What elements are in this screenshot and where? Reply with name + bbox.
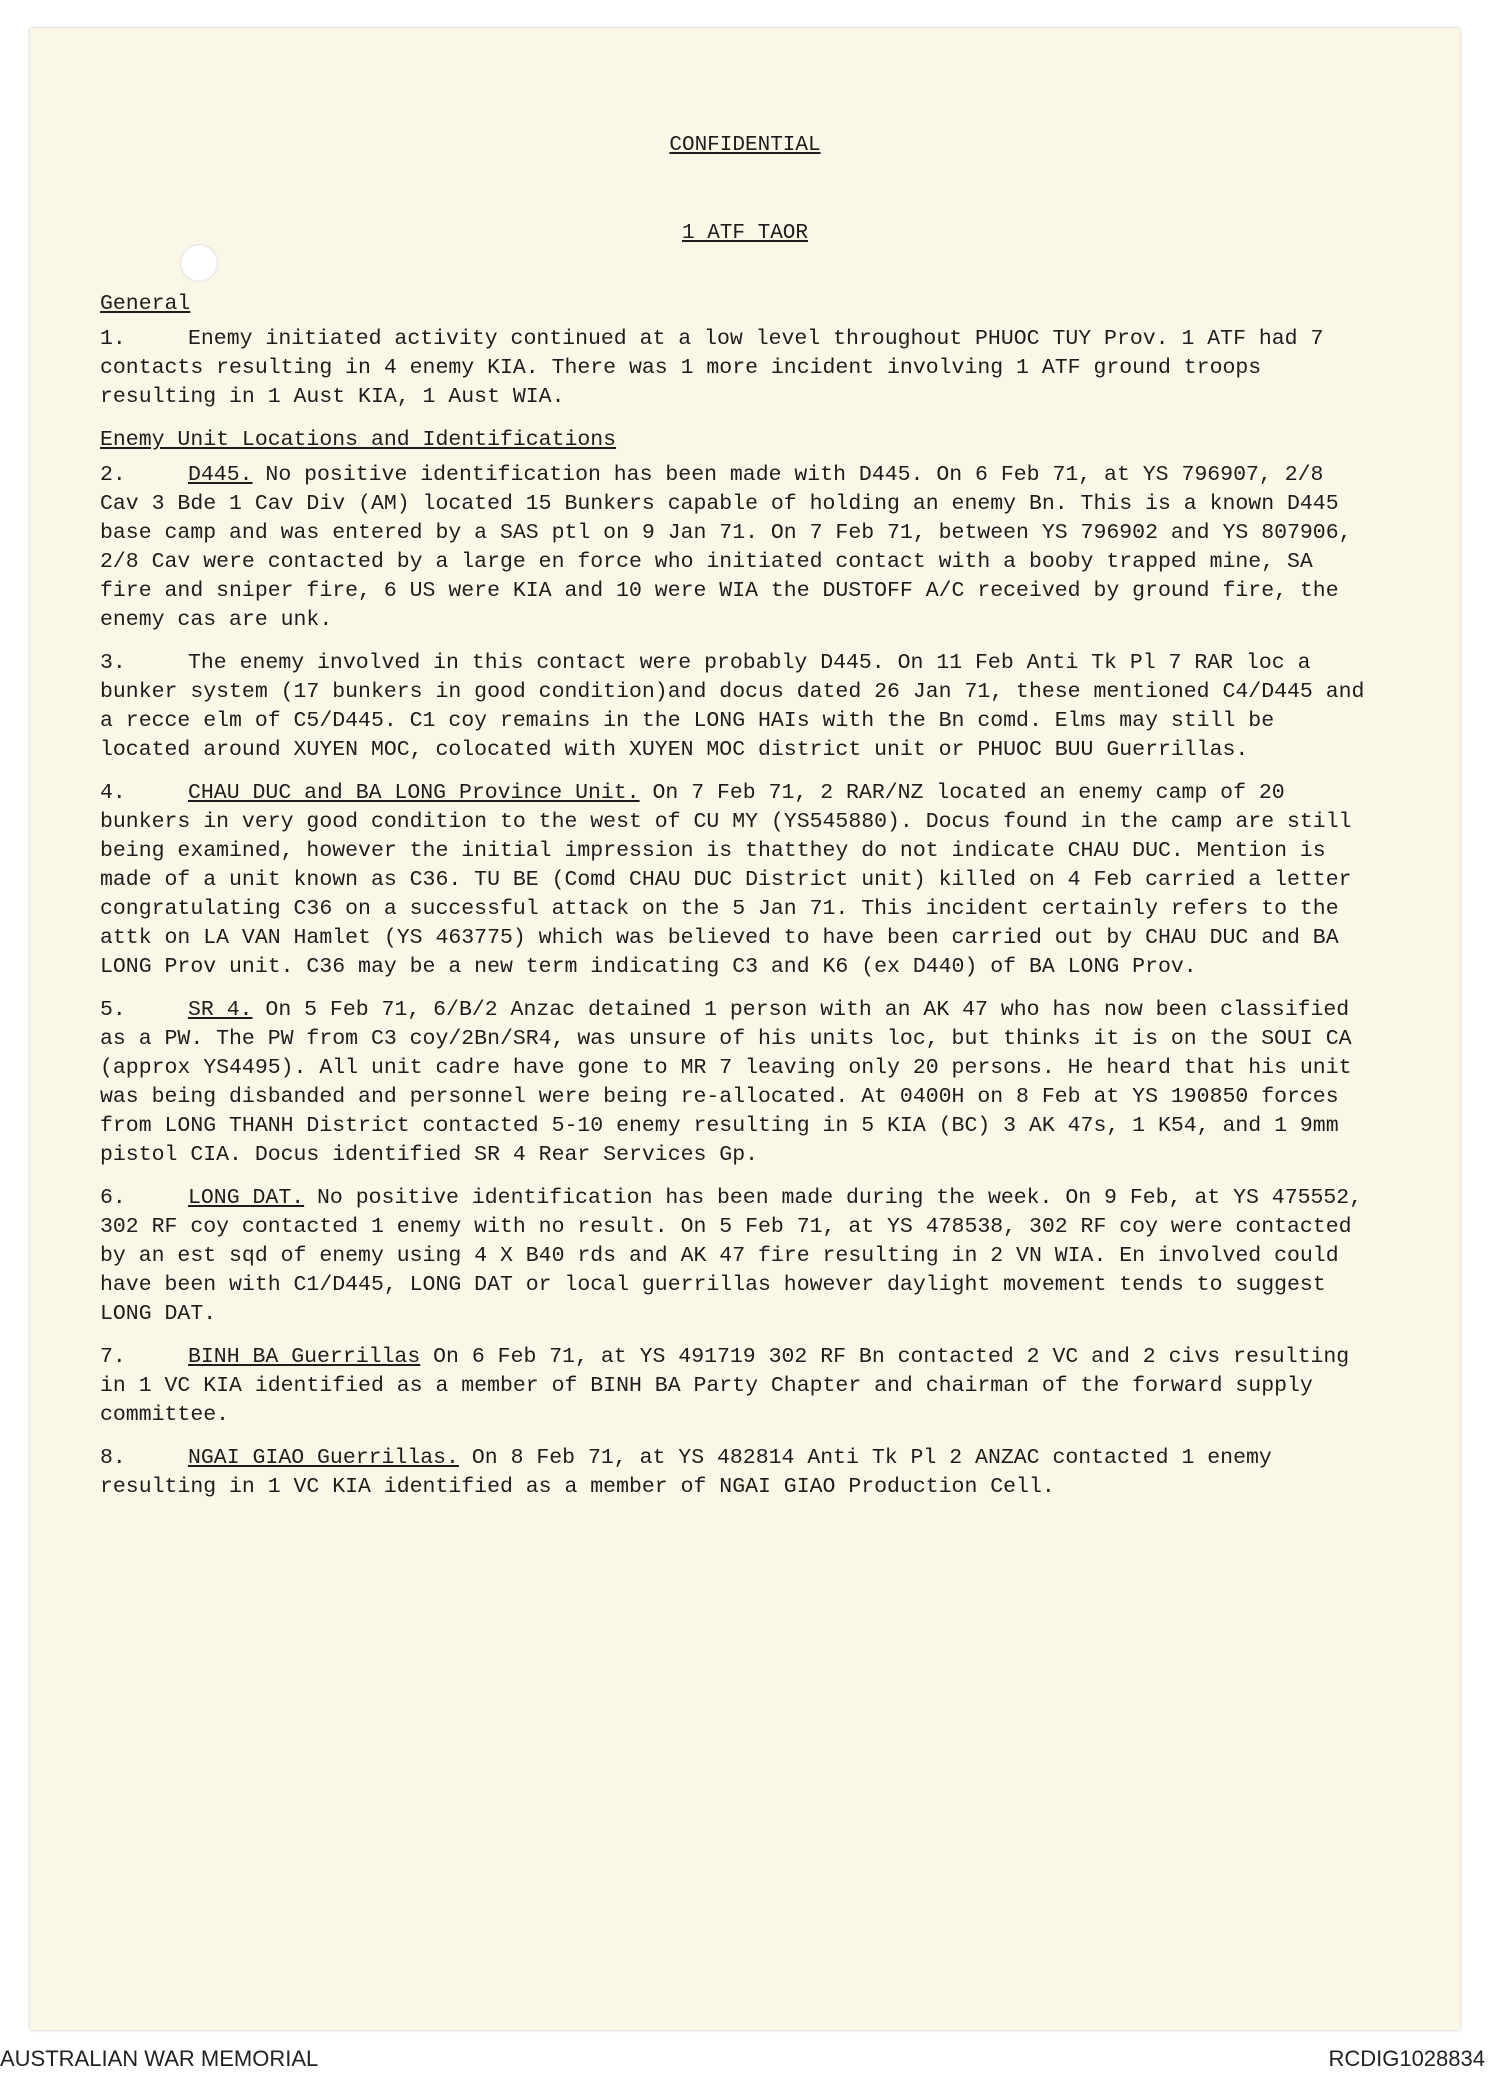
- paragraph-title: NGAI GIAO Guerrillas.: [188, 1446, 459, 1470]
- paragraph-1: [100, 325, 1370, 412]
- footer-institution: AUSTRALIAN WAR MEMORIAL: [0, 2046, 319, 2071]
- paragraph-title: LONG DAT.: [188, 1186, 305, 1210]
- paragraph-number: 3.: [100, 651, 126, 675]
- paragraph-2: [100, 461, 1370, 635]
- paragraph-number: 6.: [100, 1186, 126, 1210]
- paragraph-6: [100, 1184, 1370, 1329]
- paragraph-text: No positive identification has been made with D445. On 6 Feb 71, at YS 796907, 2/8 Cav 3 Bde 1 Cav Div (AM) located 15 Bunkers capable of holding an enemy Bn. This is a known D445 base camp and was entered by a SAS ptl on 9 Jan 71. On 7 Feb 71, between YS 796902 and YS 807906, 2/8 Cav were contacted by a large en force who initiated contact with a booby trapped mine, SA fire and sniper fire, 6 US were KIA and 10 were WIA the DUSTOFF A/C received by ground fire, the enemy cas are unk.: [100, 463, 1352, 632]
- paragraph-text: Enemy initiated activity continued at a low level throughout PHUOC TUY Prov. 1 ATF had 7 contacts resulting in 4 enemy KIA. There was 1 more incident involving 1 ATF ground troops resulting in 1 Aust KIA, 1 Aust WIA.: [100, 327, 1324, 409]
- paragraph-title: D445.: [188, 463, 253, 487]
- paragraph-number: 2.: [100, 463, 126, 487]
- paragraph-5: [100, 996, 1370, 1170]
- paragraph-text: On 8 Feb 71, at YS 482814 Anti Tk Pl 2 ANZAC contacted 1 enemy resulting in 1 VC KIA identified as a member of NGAI GIAO Production Cell.: [100, 1446, 1272, 1499]
- classification-heading: CONFIDENTIAL: [669, 134, 821, 157]
- paragraph-title: CHAU DUC and BA LONG Province Unit.: [188, 781, 640, 805]
- paragraph-title: BINH BA Guerrillas: [188, 1345, 421, 1369]
- section-heading-general: General: [100, 292, 191, 316]
- document-body: [100, 290, 1370, 1516]
- paragraph-number: 4.: [100, 781, 126, 805]
- paragraph-number: 7.: [100, 1345, 126, 1369]
- paragraph-3: [100, 649, 1370, 765]
- paragraph-text: No positive identification has been made during the week. On 9 Feb, at YS 475552, 302 RF coy contacted 1 enemy with no result. On 5 Feb 71, at YS 478538, 302 RF coy were contacted by an est sqd of enemy using 4 X B40 rds and AK 47 fire resulting in 2 VN WIA. En involved could have been with C1/D445, LONG DAT or local guerrillas however daylight movement tends to suggest LONG DAT.: [100, 1186, 1363, 1326]
- paragraph-number: 1.: [100, 327, 126, 351]
- paragraph-title: SR 4.: [188, 998, 253, 1022]
- footer-record-id: RCDIG1028834: [1328, 2046, 1485, 2071]
- paragraph-number: 8.: [100, 1446, 126, 1470]
- paragraph-7: [100, 1343, 1370, 1430]
- paragraph-number: 5.: [100, 998, 126, 1022]
- section-heading-enemy-units: Enemy Unit Locations and Identifications: [100, 428, 617, 452]
- paragraph-text: On 6 Feb 71, at YS 491719 302 RF Bn contacted 2 VC and 2 civs resulting in 1 VC KIA identified as a member of BINH BA Party Chapter and chairman of the forward supply committee.: [100, 1345, 1350, 1427]
- punch-hole: [180, 244, 218, 282]
- paragraph-text: The enemy involved in this contact were probably D445. On 11 Feb Anti Tk Pl 7 RAR loc a bunker system (17 bunkers in good condition)and docus dated 26 Jan 71, these mentioned C4/D445 and a recce elm of C5/D445. C1 coy remains in the LONG HAIs with the Bn comd. Elms may still be located around XUYEN MOC, colocated with XUYEN MOC district unit or PHUOC BUU Guerrillas.: [100, 651, 1365, 762]
- document-title: 1 ATF TAOR: [681, 222, 809, 245]
- paragraph-8: [100, 1444, 1370, 1502]
- paragraph-4: [100, 779, 1370, 982]
- document-page: [30, 28, 1460, 2030]
- paragraph-text: On 7 Feb 71, 2 RAR/NZ located an enemy camp of 20 bunkers in very good condition to the west of CU MY (YS545880). Docus found in the camp are still being examined, however the initial impression is thatthey do not indicate CHAU DUC. Mention is made of a unit known as C36. TU BE (Comd CHAU DUC District unit) killed on 4 Feb carried a letter congratulating C36 on a successful attack on the 5 Jan 71. This incident certainly refers to the attk on LA VAN Hamlet (YS 463775) which was believed to have been carried out by CHAU DUC and BA LONG Prov unit. C36 may be a new term indicating C3 and K6 (ex D440) of BA LONG Prov.: [100, 781, 1352, 979]
- paragraph-text: On 5 Feb 71, 6/B/2 Anzac detained 1 person with an AK 47 who has now been classified as a PW. The PW from C3 coy/2Bn/SR4, was unsure of his units loc, but thinks it is on the SOUI CA (approx YS4495). All unit cadre have gone to MR 7 leaving only 20 persons. He heard that his unit was being disbanded and personnel were being re-allocated. At 0400H on 8 Feb at YS 190850 forces from LONG THANH District contacted 5-10 enemy resulting in 5 KIA (BC) 3 AK 47s, 1 K54, and 1 9mm pistol CIA. Docus identified SR 4 Rear Services Gp.: [100, 998, 1352, 1167]
